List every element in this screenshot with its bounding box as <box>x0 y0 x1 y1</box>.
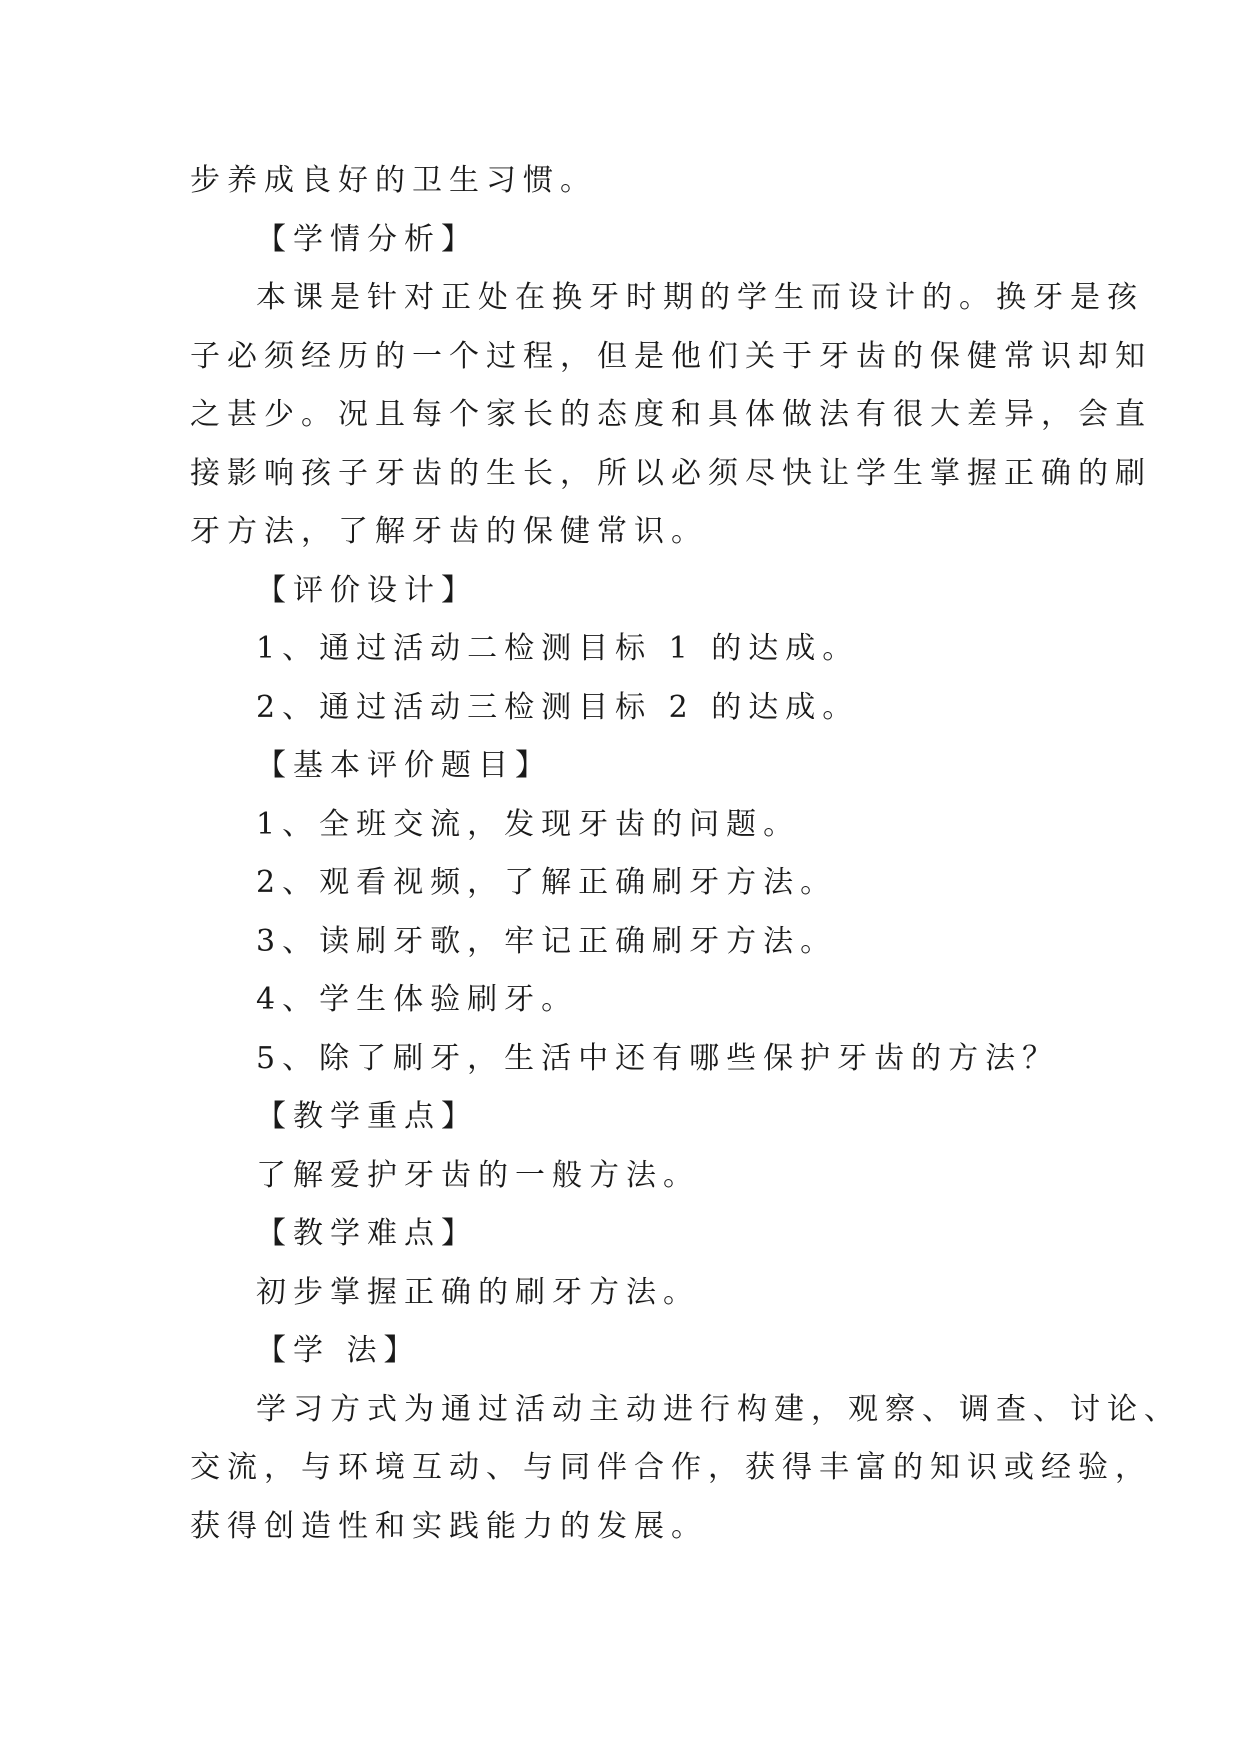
paragraph-continuation: 步养成良好的卫生习惯。 <box>190 163 597 198</box>
paragraph-line: 子必须经历的一个过程，但是他们关于牙齿的保健常识却知 <box>190 338 1152 374</box>
section-heading-student-analysis: 【学情分析】 <box>256 221 478 257</box>
paragraph-line: 了解爱护牙齿的一般方法。 <box>256 1157 700 1193</box>
paragraph-line: 本课是针对正处在换牙时期的学生而设计的。换牙是孩 <box>256 280 1144 315</box>
paragraph-line: 牙方法，了解牙齿的保健常识。 <box>190 514 708 549</box>
document-page <box>190 152 1181 1556</box>
section-heading-learning-method: 【学 法】 <box>256 1333 421 1368</box>
section-heading-difficulties: 【教学难点】 <box>256 1216 478 1251</box>
paragraph-line: 获得创造性和实践能力的发展。 <box>190 1508 708 1544</box>
list-item: 2、通过活动三检测目标 2 的达成。 <box>256 689 860 725</box>
list-item: 5、除了刷牙，生活中还有哪些保护牙齿的方法？ <box>256 1040 1060 1076</box>
paragraph-line: 学习方式为通过活动主动进行构建，观察、调查、讨论、 <box>256 1391 1181 1427</box>
paragraph-line: 接影响孩子牙齿的生长，所以必须尽快让学生掌握正确的刷 <box>190 455 1152 491</box>
section-heading-evaluation-design: 【评价设计】 <box>256 572 478 608</box>
list-item: 3、读刷牙歌，牢记正确刷牙方法。 <box>256 923 838 959</box>
section-heading-key-points: 【教学重点】 <box>256 1099 478 1134</box>
section-heading-basic-evaluation: 【基本评价题目】 <box>256 748 552 783</box>
list-item: 4、学生体验刷牙。 <box>256 982 579 1017</box>
list-item: 2、观看视频，了解正确刷牙方法。 <box>256 865 838 900</box>
paragraph-line: 交流，与环境互动、与同伴合作，获得丰富的知识或经验， <box>190 1450 1152 1485</box>
paragraph-line: 之甚少。况且每个家长的态度和具体做法有很大差异，会直 <box>190 397 1152 432</box>
list-item: 1、通过活动二检测目标 1 的达成。 <box>256 631 860 666</box>
list-item: 1、全班交流，发现牙齿的问题。 <box>256 806 801 842</box>
paragraph-line: 初步掌握正确的刷牙方法。 <box>256 1274 700 1310</box>
